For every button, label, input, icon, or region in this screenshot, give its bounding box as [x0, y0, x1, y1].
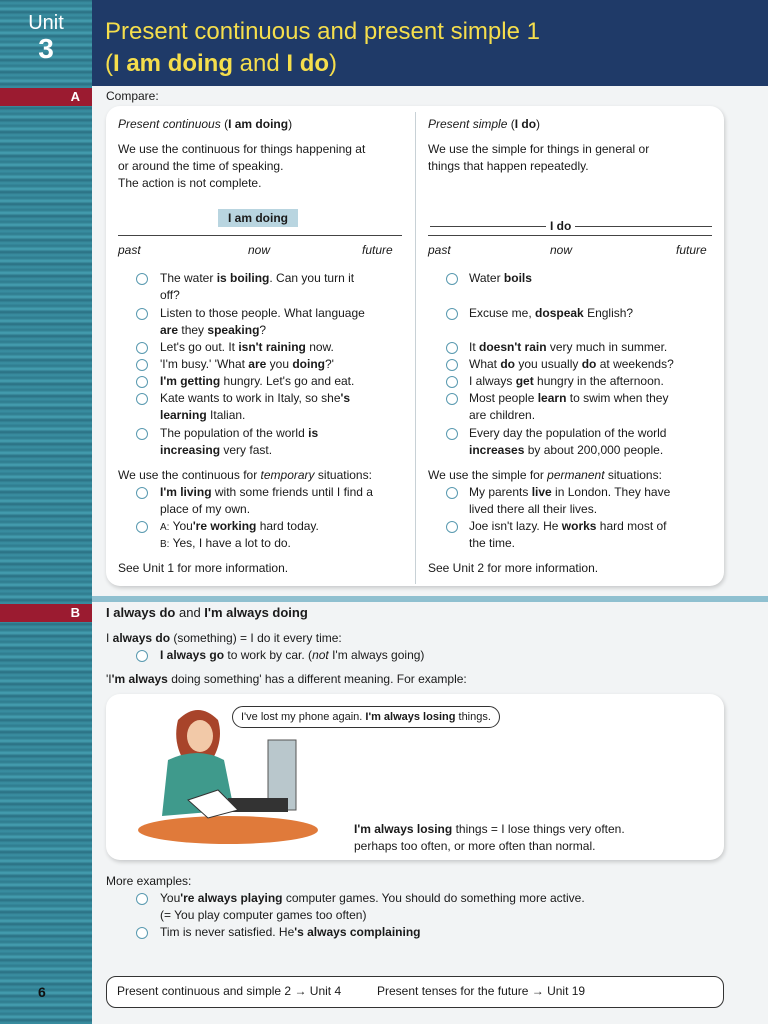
left-desc1: We use the continuous for things happening at — [118, 142, 366, 156]
caption-line2: perhaps too often, or more often than normal. — [354, 839, 596, 853]
left-ex5: I'm getting hungry. Let's go and eat. — [160, 374, 355, 388]
left-now: now — [248, 243, 271, 257]
left-heading: Present continuous (I am doing) — [118, 117, 293, 131]
more-examples: More examples: — [106, 874, 192, 888]
b-more2: Tim is never satisfied. He's always complaining — [160, 925, 421, 939]
section-b-label: B — [0, 604, 92, 622]
right-ex6: Most people learn to swim when they — [469, 391, 669, 405]
face-shape — [187, 720, 213, 752]
bullet — [446, 376, 458, 388]
bullet — [136, 428, 148, 440]
right-ex5: I always get hungry in the afternoon. — [469, 374, 664, 388]
unit-number: 3 — [38, 33, 54, 64]
left-t1b: place of my own. — [160, 502, 251, 516]
right-timeline-tag: I do — [546, 218, 575, 234]
left-timeline-tag: I am doing — [218, 209, 298, 227]
bullet — [446, 487, 458, 499]
bullet — [136, 376, 148, 388]
desk-shape — [138, 816, 318, 844]
b-different: 'I'm always doing something' has a different meaning. For example: — [106, 672, 467, 686]
page-number: 6 — [38, 984, 46, 1000]
left-temporary: We use the continuous for temporary situations: — [118, 468, 372, 482]
bullet — [446, 308, 458, 320]
speech-bubble: I've lost my phone again. I'm always losing things. — [232, 706, 500, 728]
left-ex6b: learning Italian. — [160, 408, 246, 422]
left-t2: A: You're working hard today. — [160, 519, 319, 533]
left-ex1b: off? — [160, 288, 180, 302]
right-p1b: lived there all their lives. — [469, 502, 598, 516]
right-ex7b: increases by about 200,000 people. — [469, 443, 664, 457]
right-see: See Unit 2 for more information. — [428, 561, 599, 575]
bullet — [136, 521, 148, 533]
right-now: now — [550, 243, 573, 257]
left-ex7b: increasing very fast. — [160, 443, 273, 457]
right-ex6b: are children. — [469, 408, 536, 422]
right-timeline — [428, 235, 712, 236]
bullet — [136, 359, 148, 371]
right-permanent: We use the simple for permanent situations: — [428, 468, 662, 482]
right-future: future — [676, 243, 707, 257]
left-future: future — [362, 243, 393, 257]
right-p2b: the time. — [469, 536, 516, 550]
right-desc2: things that happen repeatedly. — [428, 159, 589, 173]
bullet — [446, 428, 458, 440]
right-p2: Joe isn't lazy. He works hard most of — [469, 519, 667, 533]
left-ex4: 'I'm busy.' 'What are you doing?' — [160, 357, 334, 371]
b-more1b: (= You play computer games too often) — [160, 908, 367, 922]
title-line2: (I am doing and I do) — [105, 50, 338, 77]
bullet — [446, 273, 458, 285]
right-ex1: Water boils — [469, 271, 532, 285]
left-desc3: The action is not complete. — [118, 176, 262, 190]
right-past: past — [428, 243, 451, 257]
bullet — [446, 342, 458, 354]
bullet — [136, 342, 148, 354]
bullet — [446, 359, 458, 371]
left-ex2: Listen to those people. What language — [160, 306, 365, 320]
right-p1: My parents live in London. They have — [469, 485, 671, 499]
left-ex1: The water is boiling. Can you turn it — [160, 271, 355, 285]
left-ex6: Kate wants to work in Italy, so she's — [160, 391, 351, 405]
b-ex1: I always go to work by car. (not I'm always going) — [160, 648, 425, 662]
sidebar-stripe — [0, 0, 92, 1024]
right-ex3: It doesn't rain very much in summer. — [469, 340, 668, 354]
b-definition: I always do (something) = I do it every time: — [106, 631, 342, 645]
left-ex7: The population of the world is — [160, 426, 319, 440]
column-divider — [415, 112, 416, 584]
caption-line1: I'm always losing things = I lose things very often. — [354, 822, 625, 836]
left-see: See Unit 1 for more information. — [118, 561, 289, 575]
bullet — [136, 893, 148, 905]
bullet — [446, 521, 458, 533]
unit-badge — [0, 12, 92, 64]
bullet — [136, 273, 148, 285]
right-ex7: Every day the population of the world — [469, 426, 667, 440]
right-ex2: Excuse me, dospeak English? — [469, 306, 634, 320]
right-desc1: We use the simple for things in general or — [428, 142, 650, 156]
left-past: past — [118, 243, 141, 257]
page-title — [105, 16, 540, 80]
left-t3: B: Yes, I have a lot to do. — [160, 536, 291, 550]
section-separator — [92, 596, 768, 602]
right-ex4: What do you usually do at weekends? — [469, 357, 674, 371]
left-t1: I'm living with some friends until I find a — [160, 485, 373, 499]
right-heading: Present simple (I do) — [428, 117, 541, 131]
section-b-heading: I always do and I'm always doing — [106, 605, 308, 620]
compare-label: Compare: — [106, 89, 159, 103]
footer-links — [106, 976, 724, 1008]
b-more1: You're always playing computer games. You should do something more active. — [160, 891, 585, 905]
bullet — [446, 393, 458, 405]
footer-link-unit19[interactable]: Present tenses for the future → Unit 19 — [377, 984, 586, 998]
section-a-label: A — [0, 88, 92, 106]
left-timeline — [118, 235, 402, 236]
unit-word: Unit — [28, 12, 64, 34]
footer-link-unit4[interactable]: Present continuous and simple 2 → Unit 4 — [117, 984, 342, 998]
left-ex2b: are they speaking? — [160, 323, 267, 337]
title-line1: Present continuous and present simple 1 — [105, 18, 540, 45]
bullet — [136, 393, 148, 405]
bullet — [136, 487, 148, 499]
left-desc2: or around the time of speaking. — [118, 159, 284, 173]
bullet — [136, 927, 148, 939]
bullet — [136, 308, 148, 320]
bullet — [136, 650, 148, 662]
left-ex3: Let's go out. It isn't raining now. — [160, 340, 334, 354]
